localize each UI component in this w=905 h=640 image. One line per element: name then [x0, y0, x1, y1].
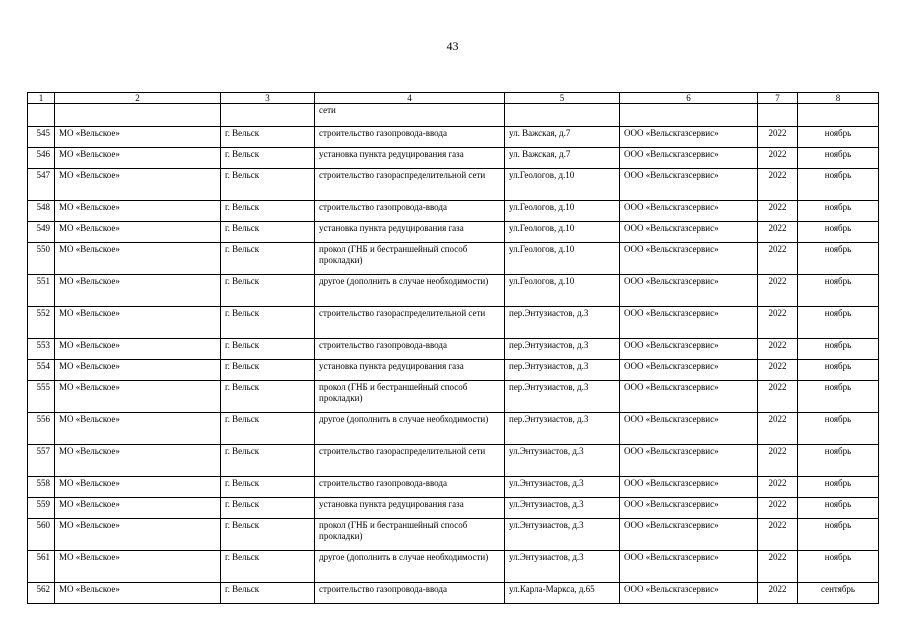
municipality-cell: МО «Вельское»	[55, 583, 221, 604]
municipality-cell: МО «Вельское»	[55, 127, 221, 148]
organization-cell: ООО «Вельскгазсервис»	[620, 413, 758, 445]
city-cell: г. Вельск	[221, 222, 315, 243]
municipality-cell: МО «Вельское»	[55, 360, 221, 381]
month-cell: ноябрь	[798, 307, 879, 339]
organization-cell: ООО «Вельскгазсервис»	[620, 275, 758, 307]
month-cell: ноябрь	[798, 222, 879, 243]
table-row	[28, 222, 879, 243]
month-cell: сентябрь	[798, 583, 879, 604]
month-cell: ноябрь	[798, 339, 879, 360]
year-cell: 2022	[758, 413, 798, 445]
month-cell: ноябрь	[798, 243, 879, 275]
table-row	[28, 307, 879, 339]
table-cell	[758, 104, 798, 127]
municipality-cell: МО «Вельское»	[55, 551, 221, 583]
table-row	[28, 551, 879, 583]
work-type-cell: строительство газораспределительной сети	[315, 169, 505, 201]
city-cell: г. Вельск	[221, 169, 315, 201]
organization-cell: ООО «Вельскгазсервис»	[620, 148, 758, 169]
column-number-cell: 3	[221, 93, 315, 104]
address-cell: ул.Геологов, д.10	[505, 169, 620, 201]
organization-cell: ООО «Вельскгазсервис»	[620, 498, 758, 519]
organization-cell: ООО «Вельскгазсервис»	[620, 201, 758, 222]
organization-cell: ООО «Вельскгазсервис»	[620, 583, 758, 604]
table-row	[28, 477, 879, 498]
row-number-cell: 549	[28, 222, 55, 243]
table-row	[28, 243, 879, 275]
address-cell: ул.Геологов, д.10	[505, 222, 620, 243]
address-cell: ул.Энтузиастов, д.3	[505, 445, 620, 477]
page-number: 43	[446, 39, 459, 53]
address-cell: ул. Важская, д.7	[505, 127, 620, 148]
year-cell: 2022	[758, 583, 798, 604]
municipality-cell: МО «Вельское»	[55, 381, 221, 413]
table-row	[28, 148, 879, 169]
city-cell: г. Вельск	[221, 498, 315, 519]
month-cell: ноябрь	[798, 127, 879, 148]
row-number-cell: 562	[28, 583, 55, 604]
municipality-cell: МО «Вельское»	[55, 477, 221, 498]
year-cell: 2022	[758, 445, 798, 477]
work-type-cell: установка пункта редуцирования газа	[315, 360, 505, 381]
organization-cell: ООО «Вельскгазсервис»	[620, 169, 758, 201]
column-number-cell: 6	[620, 93, 758, 104]
table-row	[28, 413, 879, 445]
city-cell: г. Вельск	[221, 148, 315, 169]
column-number-row	[28, 93, 879, 104]
work-type-cell: строительство газопровода-ввода	[315, 477, 505, 498]
table-row	[28, 381, 879, 413]
city-cell: г. Вельск	[221, 243, 315, 275]
work-type-cell: прокол (ГНБ и бестраншейный способ прокладки)	[315, 243, 505, 275]
address-cell: пер.Энтузиастов, д.3	[505, 360, 620, 381]
table-row	[28, 498, 879, 519]
column-number-cell: 8	[798, 93, 879, 104]
table-row	[28, 127, 879, 148]
work-type-cell: другое (дополнить в случае необходимости)	[315, 413, 505, 445]
work-type-cell: другое (дополнить в случае необходимости)	[315, 551, 505, 583]
row-number-cell: 546	[28, 148, 55, 169]
city-cell: г. Вельск	[221, 477, 315, 498]
work-type-cell: строительство газопровода-ввода	[315, 201, 505, 222]
table-cell	[28, 104, 55, 127]
row-number-cell: 548	[28, 201, 55, 222]
row-number-cell: 557	[28, 445, 55, 477]
table-row	[28, 275, 879, 307]
organization-cell: ООО «Вельскгазсервис»	[620, 445, 758, 477]
municipality-cell: МО «Вельское»	[55, 169, 221, 201]
year-cell: 2022	[758, 243, 798, 275]
work-type-cell: установка пункта редуцирования газа	[315, 222, 505, 243]
row-number-cell: 560	[28, 519, 55, 551]
organization-cell: ООО «Вельскгазсервис»	[620, 127, 758, 148]
table-row	[28, 445, 879, 477]
municipality-cell: МО «Вельское»	[55, 339, 221, 360]
city-cell: г. Вельск	[221, 127, 315, 148]
organization-cell: ООО «Вельскгазсервис»	[620, 381, 758, 413]
row-number-cell: 552	[28, 307, 55, 339]
organization-cell: ООО «Вельскгазсервис»	[620, 307, 758, 339]
municipality-cell: МО «Вельское»	[55, 445, 221, 477]
table-row	[28, 360, 879, 381]
year-cell: 2022	[758, 551, 798, 583]
address-cell: ул.Карла-Маркса, д.65	[505, 583, 620, 604]
month-cell: ноябрь	[798, 275, 879, 307]
table-row	[28, 339, 879, 360]
table-row	[28, 169, 879, 201]
work-type-cell: установка пункта редуцирования газа	[315, 498, 505, 519]
address-cell: пер.Энтузиастов, д.3	[505, 339, 620, 360]
table-cell: сети	[315, 104, 505, 127]
table-row	[28, 583, 879, 604]
municipality-cell: МО «Вельское»	[55, 413, 221, 445]
month-cell: ноябрь	[798, 445, 879, 477]
row-number-cell: 555	[28, 381, 55, 413]
month-cell: ноябрь	[798, 413, 879, 445]
year-cell: 2022	[758, 519, 798, 551]
city-cell: г. Вельск	[221, 583, 315, 604]
column-number-cell: 2	[55, 93, 221, 104]
month-cell: ноябрь	[798, 477, 879, 498]
year-cell: 2022	[758, 360, 798, 381]
work-type-cell: строительство газопровода-ввода	[315, 339, 505, 360]
row-number-cell: 553	[28, 339, 55, 360]
address-cell: пер.Энтузиастов, д.3	[505, 381, 620, 413]
year-cell: 2022	[758, 222, 798, 243]
city-cell: г. Вельск	[221, 339, 315, 360]
year-cell: 2022	[758, 127, 798, 148]
municipality-cell: МО «Вельское»	[55, 498, 221, 519]
municipality-cell: МО «Вельское»	[55, 519, 221, 551]
month-cell: ноябрь	[798, 201, 879, 222]
organization-cell: ООО «Вельскгазсервис»	[620, 243, 758, 275]
year-cell: 2022	[758, 477, 798, 498]
address-cell: ул.Энтузиастов, д.3	[505, 477, 620, 498]
city-cell: г. Вельск	[221, 519, 315, 551]
year-cell: 2022	[758, 169, 798, 201]
municipality-cell: МО «Вельское»	[55, 201, 221, 222]
table-row	[28, 201, 879, 222]
table-cell	[55, 104, 221, 127]
year-cell: 2022	[758, 339, 798, 360]
address-cell: ул.Энтузиастов, д.3	[505, 498, 620, 519]
municipality-cell: МО «Вельское»	[55, 243, 221, 275]
city-cell: г. Вельск	[221, 201, 315, 222]
row-number-cell: 547	[28, 169, 55, 201]
work-type-cell: прокол (ГНБ и бестраншейный способ прокладки)	[315, 519, 505, 551]
month-cell: ноябрь	[798, 381, 879, 413]
column-number-cell: 4	[315, 93, 505, 104]
table-cell	[505, 104, 620, 127]
organization-cell: ООО «Вельскгазсервис»	[620, 222, 758, 243]
city-cell: г. Вельск	[221, 360, 315, 381]
work-type-cell: прокол (ГНБ и бестраншейный способ прокладки)	[315, 381, 505, 413]
work-type-cell: строительство газопровода-ввода	[315, 127, 505, 148]
year-cell: 2022	[758, 381, 798, 413]
municipality-cell: МО «Вельское»	[55, 307, 221, 339]
municipality-cell: МО «Вельское»	[55, 148, 221, 169]
year-cell: 2022	[758, 201, 798, 222]
row-number-cell: 561	[28, 551, 55, 583]
table-cell	[620, 104, 758, 127]
city-cell: г. Вельск	[221, 275, 315, 307]
work-type-cell: другое (дополнить в случае необходимости)	[315, 275, 505, 307]
row-number-cell: 554	[28, 360, 55, 381]
address-cell: пер.Энтузиастов, д.3	[505, 413, 620, 445]
city-cell: г. Вельск	[221, 381, 315, 413]
month-cell: ноябрь	[798, 551, 879, 583]
address-cell: ул.Геологов, д.10	[505, 243, 620, 275]
work-type-cell: строительство газораспределительной сети	[315, 307, 505, 339]
column-number-cell: 7	[758, 93, 798, 104]
organization-cell: ООО «Вельскгазсервис»	[620, 551, 758, 583]
month-cell: ноябрь	[798, 169, 879, 201]
work-type-cell: строительство газораспределительной сети	[315, 445, 505, 477]
month-cell: ноябрь	[798, 519, 879, 551]
row-number-cell: 551	[28, 275, 55, 307]
row-number-cell: 550	[28, 243, 55, 275]
city-cell: г. Вельск	[221, 413, 315, 445]
year-cell: 2022	[758, 275, 798, 307]
city-cell: г. Вельск	[221, 445, 315, 477]
works-table	[27, 92, 879, 604]
municipality-cell: МО «Вельское»	[55, 275, 221, 307]
year-cell: 2022	[758, 498, 798, 519]
organization-cell: ООО «Вельскгазсервис»	[620, 339, 758, 360]
address-cell: ул. Важская, д.7	[505, 148, 620, 169]
city-cell: г. Вельск	[221, 307, 315, 339]
row-number-cell: 556	[28, 413, 55, 445]
table-cell	[221, 104, 315, 127]
municipality-cell: МО «Вельское»	[55, 222, 221, 243]
continuation-row	[28, 104, 879, 127]
month-cell: ноябрь	[798, 498, 879, 519]
address-cell: ул.Энтузиастов, д.3	[505, 519, 620, 551]
organization-cell: ООО «Вельскгазсервис»	[620, 360, 758, 381]
table-row	[28, 519, 879, 551]
address-cell: пер.Энтузиастов, д.3	[505, 307, 620, 339]
address-cell: ул.Геологов, д.10	[505, 201, 620, 222]
month-cell: ноябрь	[798, 360, 879, 381]
work-type-cell: установка пункта редуцирования газа	[315, 148, 505, 169]
address-cell: ул.Геологов, д.10	[505, 275, 620, 307]
organization-cell: ООО «Вельскгазсервис»	[620, 477, 758, 498]
work-type-cell: строительство газопровода-ввода	[315, 583, 505, 604]
row-number-cell: 559	[28, 498, 55, 519]
month-cell: ноябрь	[798, 148, 879, 169]
city-cell: г. Вельск	[221, 551, 315, 583]
table-cell	[798, 104, 879, 127]
row-number-cell: 545	[28, 127, 55, 148]
column-number-cell: 5	[505, 93, 620, 104]
column-number-cell: 1	[28, 93, 55, 104]
organization-cell: ООО «Вельскгазсервис»	[620, 519, 758, 551]
year-cell: 2022	[758, 307, 798, 339]
year-cell: 2022	[758, 148, 798, 169]
address-cell: ул.Энтузиастов, д.3	[505, 551, 620, 583]
table-body	[28, 93, 879, 604]
row-number-cell: 558	[28, 477, 55, 498]
